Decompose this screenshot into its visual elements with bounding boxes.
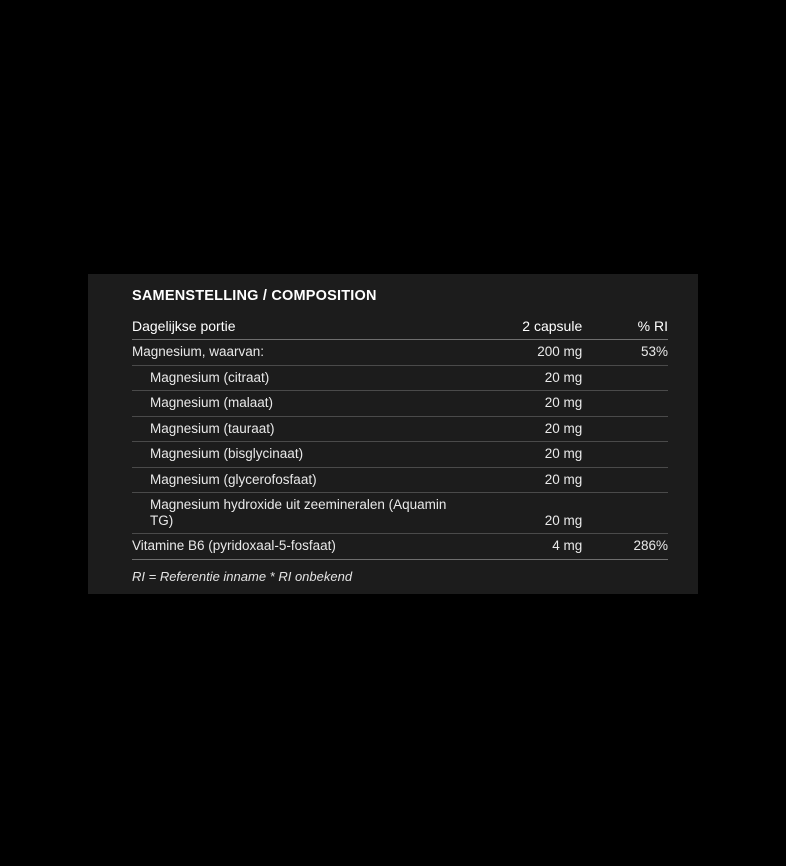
column-header-serving: Dagelijkse portie <box>132 314 464 340</box>
row-amount: 20 mg <box>464 365 582 391</box>
row-ri <box>582 493 668 534</box>
nutrition-table <box>132 314 668 560</box>
row-amount: 200 mg <box>464 340 582 366</box>
table-row <box>132 416 668 442</box>
row-ri <box>582 442 668 468</box>
row-name: Magnesium (citraat) <box>132 365 464 391</box>
column-header-amount: 2 capsule <box>464 314 582 340</box>
reference-intake-footnote: RI = Referentie inname * RI onbekend <box>132 568 353 584</box>
table-header-row <box>132 314 668 340</box>
table-body <box>132 340 668 560</box>
panel-title: SAMENSTELLING / COMPOSITION <box>132 288 377 304</box>
table-row <box>132 391 668 417</box>
row-amount: 20 mg <box>464 416 582 442</box>
table-row <box>132 365 668 391</box>
row-name: Magnesium (malaat) <box>132 391 464 417</box>
row-amount: 20 mg <box>464 391 582 417</box>
row-ri <box>582 365 668 391</box>
row-name: Vitamine B6 (pyridoxaal-5-fosfaat) <box>132 534 464 560</box>
row-name: Magnesium (tauraat) <box>132 416 464 442</box>
row-ri <box>582 416 668 442</box>
table-row <box>132 493 668 534</box>
row-ri: 286% <box>582 534 668 560</box>
composition-panel <box>88 274 698 594</box>
table-row <box>132 442 668 468</box>
row-name: Magnesium (glycerofosfaat) <box>132 467 464 493</box>
table-row <box>132 467 668 493</box>
row-ri <box>582 467 668 493</box>
table-row <box>132 534 668 560</box>
table-row <box>132 340 668 366</box>
nutrition-table-wrapper <box>132 314 668 560</box>
row-amount: 20 mg <box>464 442 582 468</box>
row-ri <box>582 391 668 417</box>
row-name: Magnesium hydroxide uit zeemineralen (Aquamin TG) <box>132 493 464 534</box>
row-name: Magnesium, waarvan: <box>132 340 464 366</box>
row-name: Magnesium (bisglycinaat) <box>132 442 464 468</box>
row-ri: 53% <box>582 340 668 366</box>
row-amount: 20 mg <box>464 493 582 534</box>
column-header-ri: % RI <box>582 314 668 340</box>
table-header <box>132 314 668 340</box>
row-amount: 4 mg <box>464 534 582 560</box>
row-amount: 20 mg <box>464 467 582 493</box>
